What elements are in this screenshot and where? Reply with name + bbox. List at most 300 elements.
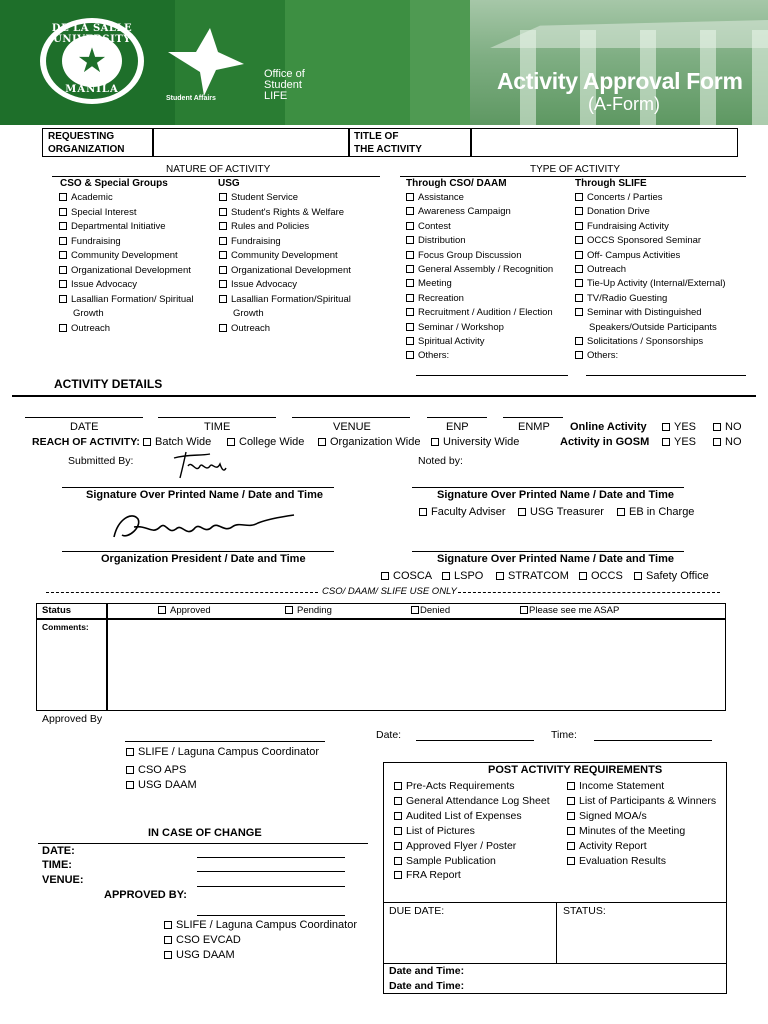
checkbox-option[interactable]	[406, 336, 485, 348]
others-slife-line[interactable]	[586, 375, 746, 376]
option-label: LSPO	[454, 570, 484, 582]
change-approved-line[interactable]	[197, 915, 345, 916]
checkbox-option[interactable]	[406, 307, 553, 319]
post-activity-heading: POST ACTIVITY REQUIREMENTS	[488, 764, 663, 776]
checkbox[interactable]	[617, 508, 625, 516]
option-label: College Wide	[239, 436, 305, 448]
checkbox[interactable]	[575, 351, 583, 359]
office-lspo-option[interactable]	[442, 570, 483, 582]
checkbox[interactable]	[394, 812, 402, 820]
enmp-label: ENMP	[518, 421, 550, 433]
divider	[556, 902, 557, 963]
checkbox[interactable]	[219, 280, 227, 288]
checkbox-option[interactable]	[406, 278, 452, 290]
approved-time-line[interactable]	[594, 740, 712, 741]
checkbox[interactable]	[442, 572, 450, 580]
option-label: Recruitment / Audition / Election	[418, 307, 553, 319]
form-subtitle: (A-Form)	[588, 94, 660, 114]
checkbox[interactable]	[394, 827, 402, 835]
option-label: YES	[674, 436, 697, 448]
checkbox[interactable]	[406, 279, 414, 287]
online-no-option[interactable]	[713, 421, 742, 433]
venue-label: VENUE	[333, 421, 371, 433]
option-label: CSO EVCAD	[176, 934, 241, 946]
checkbox[interactable]	[406, 337, 414, 345]
change-time-line[interactable]	[197, 871, 345, 872]
checkbox[interactable]	[575, 251, 583, 259]
option-label: Signed MOA/s	[579, 809, 647, 822]
noted-treasurer-option[interactable]	[518, 506, 604, 518]
checkbox[interactable]	[126, 748, 134, 756]
time-line[interactable]	[158, 417, 276, 418]
use-only-dashes-left	[46, 592, 318, 593]
through-cso-heading: Through CSO/ DAAM	[406, 178, 507, 189]
checkbox-option[interactable]	[219, 323, 270, 335]
checkbox[interactable]	[406, 207, 414, 215]
option-label: Meeting	[418, 278, 452, 290]
change-usg-daam-option[interactable]	[164, 949, 235, 961]
checkbox-option[interactable]	[575, 206, 650, 218]
use-only-dashes-right	[458, 592, 720, 593]
option-label: STRATCOM	[508, 570, 569, 582]
checkbox-option[interactable]	[406, 192, 464, 204]
option-label: Community Development	[71, 250, 178, 261]
checkbox[interactable]	[158, 606, 166, 614]
office-cosca-option[interactable]	[381, 570, 432, 582]
seal-top-text: DE LA SALLE UNIVERSITY	[51, 23, 133, 45]
seal-bottom-text: MANILA	[65, 84, 119, 95]
divider	[38, 843, 368, 844]
checkbox[interactable]	[219, 266, 227, 274]
option-label: Contest	[418, 220, 451, 232]
option-label: Faculty Adviser	[431, 506, 506, 518]
option-label: Fundraising Activity	[587, 220, 669, 232]
checkbox[interactable]	[318, 438, 326, 446]
checkbox-option[interactable]	[59, 236, 121, 248]
checkbox[interactable]	[164, 936, 172, 944]
approver-usg-daam-option[interactable]	[126, 779, 197, 791]
checkbox-option[interactable]	[575, 336, 703, 348]
checkbox[interactable]	[567, 857, 575, 865]
checkbox-option[interactable]	[567, 855, 666, 867]
checkbox[interactable]	[406, 323, 414, 331]
option-label: Outreach	[587, 264, 627, 275]
option-label: Others:	[418, 350, 450, 362]
form-title: Activity Approval Form	[497, 68, 743, 94]
checkbox-option[interactable]	[394, 780, 515, 792]
office-stratcom-option[interactable]	[496, 570, 569, 582]
option-label: Issue Advocacy	[231, 279, 298, 290]
student-affairs-label: Student Affairs	[166, 95, 216, 102]
sig-printed-label: Signature Over Printed Name / Date and Time	[86, 489, 323, 501]
change-approved-by-label: APPROVED BY:	[104, 889, 187, 901]
checkbox-option[interactable]	[59, 221, 166, 233]
option-label: Pending	[297, 605, 332, 616]
option-label: University Wide	[443, 436, 520, 448]
due-date-label[interactable]: DUE DATE:	[389, 905, 445, 917]
status-field-label[interactable]: STATUS:	[563, 905, 606, 917]
checkbox[interactable]	[713, 423, 721, 431]
checkbox-option[interactable]	[219, 192, 298, 204]
activity-title-field[interactable]	[470, 128, 738, 157]
type-heading: TYPE OF ACTIVITY	[530, 164, 621, 175]
checkbox[interactable]	[575, 308, 583, 316]
option-label: Spiritual Activity	[418, 336, 485, 347]
requesting-org-label-cell	[42, 128, 154, 157]
president-signature-line[interactable]	[62, 551, 334, 552]
checkbox[interactable]	[575, 207, 583, 215]
date-line[interactable]	[25, 417, 143, 418]
checkbox[interactable]	[419, 508, 427, 516]
office-line: LIFE	[264, 90, 288, 102]
approver-cso-aps-option[interactable]	[126, 764, 186, 776]
divider	[52, 176, 380, 177]
enp-label: ENP	[446, 421, 469, 433]
checkbox[interactable]	[496, 572, 504, 580]
checkbox-option[interactable]	[394, 855, 496, 867]
checkbox[interactable]	[219, 251, 227, 259]
status-denied-option[interactable]	[411, 605, 450, 617]
option-label: Concerts / Parties	[587, 192, 663, 203]
checkbox[interactable]	[59, 280, 67, 288]
option-label: Fundraising	[71, 235, 121, 247]
approved-by-line[interactable]	[125, 741, 325, 742]
checkbox[interactable]	[394, 782, 402, 790]
office-signature-line[interactable]	[412, 551, 684, 552]
checkbox-option[interactable]	[406, 350, 449, 362]
venue-line[interactable]	[292, 417, 410, 418]
gosm-no-option[interactable]	[713, 436, 742, 448]
option-label: Community Development	[231, 250, 338, 261]
checkbox[interactable]	[394, 842, 402, 850]
change-time-label: TIME:	[42, 859, 72, 871]
checkbox-option[interactable]	[575, 350, 618, 362]
option-label: Denied	[420, 605, 451, 616]
option-label: OCCS	[591, 570, 623, 582]
checkbox-option[interactable]	[219, 265, 351, 277]
checkbox-option[interactable]	[406, 221, 451, 233]
change-venue-label: VENUE:	[42, 874, 84, 886]
option-label: Rules and Policies	[231, 221, 310, 232]
option-label: CSO APS	[138, 764, 187, 776]
enp-line[interactable]	[427, 417, 487, 418]
checkbox[interactable]	[713, 438, 721, 446]
checkbox[interactable]	[394, 857, 402, 865]
checkbox-option[interactable]	[406, 235, 466, 247]
checkbox[interactable]	[126, 781, 134, 789]
office-occs-option[interactable]	[579, 570, 623, 582]
comments-label: Comments:	[42, 622, 89, 632]
checkbox[interactable]	[406, 222, 414, 230]
checkbox[interactable]	[59, 237, 67, 245]
checkbox-option[interactable]	[575, 221, 669, 233]
option-label-continued: Growth	[73, 308, 104, 319]
checkbox-option[interactable]	[406, 206, 511, 218]
checkbox[interactable]	[575, 265, 583, 273]
checkbox[interactable]	[575, 294, 583, 302]
checkbox-option[interactable]	[406, 250, 521, 262]
checkbox-option[interactable]	[567, 825, 685, 837]
checkbox[interactable]	[219, 295, 227, 303]
checkbox[interactable]	[406, 193, 414, 201]
requesting-org-label: REQUESTING ORGANIZATION	[48, 131, 125, 155]
checkbox-option[interactable]	[567, 795, 716, 807]
checkbox[interactable]	[59, 222, 67, 230]
checkbox-option[interactable]	[219, 207, 344, 219]
checkbox[interactable]	[164, 951, 172, 959]
checkbox[interactable]	[59, 266, 67, 274]
checkbox[interactable]	[126, 766, 134, 774]
checkbox[interactable]	[567, 797, 575, 805]
change-slife-option[interactable]	[164, 919, 357, 931]
checkbox-option[interactable]	[59, 207, 136, 219]
option-label: FRA Report	[406, 869, 461, 882]
checkbox-option[interactable]	[575, 235, 701, 247]
activity-title-label: TITLE OF THE ACTIVITY	[354, 131, 422, 155]
use-only-label: CSO/ DAAM/ SLIFE USE ONLY	[322, 586, 457, 597]
checkbox-option[interactable]	[575, 264, 626, 276]
checkbox-option[interactable]	[567, 840, 647, 852]
checkbox-option[interactable]	[59, 265, 191, 277]
checkbox-option[interactable]	[394, 840, 516, 852]
checkbox[interactable]	[406, 351, 414, 359]
status-approved-option[interactable]	[158, 605, 211, 617]
sig-printed-label: Signature Over Printed Name / Date and Time	[437, 553, 674, 565]
status-asap-option[interactable]	[520, 605, 619, 617]
option-label: Seminar / Workshop	[418, 321, 504, 333]
checkbox-option[interactable]	[219, 221, 309, 233]
option-label: Please see me ASAP	[529, 605, 620, 616]
others-cso-line[interactable]	[416, 375, 568, 376]
option-label: Distribution	[418, 235, 466, 247]
checkbox[interactable]	[575, 337, 583, 345]
approved-date-line[interactable]	[416, 740, 534, 741]
option-label: Tie-Up Activity (Internal/External)	[587, 278, 726, 290]
checkbox-option[interactable]	[219, 279, 297, 291]
approved-by-label: Approved By	[42, 713, 103, 725]
checkbox-option[interactable]	[59, 192, 113, 204]
checkbox[interactable]	[219, 237, 227, 245]
checkbox-option[interactable]	[406, 293, 464, 305]
option-label: Approved Flyer / Poster	[406, 839, 517, 852]
checkbox[interactable]	[579, 572, 587, 580]
checkbox[interactable]	[227, 438, 235, 446]
option-label: Organization Wide	[330, 436, 421, 448]
checkbox-option[interactable]	[59, 294, 194, 306]
form-header	[0, 0, 768, 125]
checkbox-option[interactable]	[219, 236, 281, 248]
checkbox[interactable]	[567, 842, 575, 850]
checkbox-option[interactable]	[394, 795, 550, 807]
enmp-line[interactable]	[503, 417, 563, 418]
header-stripe	[410, 0, 470, 125]
office-of-student-life	[264, 69, 305, 102]
gosm-label: Activity in GOSM	[560, 436, 650, 448]
submitted-signature-line[interactable]	[62, 487, 334, 488]
option-label: Academic	[71, 192, 113, 203]
activity-details-heading: ACTIVITY DETAILS	[54, 377, 163, 391]
checkbox[interactable]	[406, 251, 414, 259]
option-label: Safety Office	[646, 570, 709, 582]
checkbox-option[interactable]	[406, 264, 553, 276]
time-label: TIME	[204, 421, 231, 433]
sig-printed-label: Signature Over Printed Name / Date and Time	[437, 489, 674, 501]
divider	[384, 963, 726, 964]
checkbox-option[interactable]	[567, 780, 664, 792]
gosm-yes-option[interactable]	[662, 436, 696, 448]
change-cso-evcad-option[interactable]	[164, 934, 241, 946]
checkbox[interactable]	[575, 236, 583, 244]
checkbox[interactable]	[59, 208, 67, 216]
checkbox[interactable]	[164, 921, 172, 929]
checkbox[interactable]	[406, 308, 414, 316]
nature-heading: NATURE OF ACTIVITY	[166, 164, 271, 175]
option-label: Minutes of the Meeting	[579, 824, 686, 837]
option-label: Fundraising	[231, 235, 281, 247]
checkbox[interactable]	[394, 797, 402, 805]
option-label: Lasallian Formation/Spiritual	[231, 293, 351, 305]
change-venue-line[interactable]	[197, 886, 345, 887]
checkbox-option[interactable]	[219, 294, 351, 306]
date-time-label[interactable]: Date and Time:	[389, 980, 465, 992]
checkbox[interactable]	[431, 438, 439, 446]
checkbox[interactable]	[567, 812, 575, 820]
checkbox[interactable]	[520, 606, 528, 614]
option-label: Seminar with Distinguished	[587, 307, 702, 319]
checkbox[interactable]	[285, 606, 293, 614]
option-label: NO	[725, 436, 742, 448]
through-slife-heading: Through SLIFE	[575, 178, 647, 189]
change-date-line[interactable]	[197, 857, 345, 858]
checkbox-option[interactable]	[59, 250, 178, 262]
option-label: SLIFE / Laguna Campus Coordinator	[176, 919, 357, 931]
option-label: EB in Charge	[629, 506, 695, 518]
checkbox[interactable]	[567, 782, 575, 790]
option-label: COSCA	[393, 570, 433, 582]
option-label: Organizational Development	[231, 264, 351, 276]
option-label: Focus Group Discussion	[418, 249, 522, 261]
checkbox[interactable]	[518, 508, 526, 516]
reach-batch-option[interactable]	[143, 436, 211, 448]
checkbox-option[interactable]	[394, 810, 522, 822]
checkbox-option[interactable]	[394, 869, 461, 881]
date-time-label[interactable]: Date and Time:	[389, 965, 465, 977]
option-label-continued: Speakers/Outside Participants	[589, 321, 717, 333]
checkbox[interactable]	[394, 871, 402, 879]
noted-faculty-option[interactable]	[419, 506, 506, 518]
usg-heading: USG	[218, 178, 240, 189]
checkbox-option[interactable]	[575, 192, 663, 204]
change-date-label: DATE:	[42, 845, 75, 857]
online-activity-label: Online Activity	[570, 421, 647, 433]
checkbox[interactable]	[634, 572, 642, 580]
checkbox-option[interactable]	[575, 293, 667, 305]
office-line: Office of	[264, 68, 305, 80]
checkbox-option[interactable]	[575, 307, 702, 319]
option-label: Activity Report	[579, 839, 647, 852]
option-label: List of Participants & Winners	[579, 794, 717, 807]
checkbox[interactable]	[219, 222, 227, 230]
checkbox[interactable]	[59, 295, 67, 303]
noted-eb-option[interactable]	[617, 506, 694, 518]
option-label: TV/Radio Guesting	[587, 292, 668, 304]
activity-title-label-cell	[348, 128, 472, 157]
requesting-org-field[interactable]	[152, 128, 350, 157]
checkbox-option[interactable]	[59, 279, 137, 291]
option-label: Off- Campus Activities	[587, 249, 681, 261]
checkbox[interactable]	[406, 236, 414, 244]
checkbox-option[interactable]	[406, 322, 504, 334]
checkbox[interactable]	[662, 438, 670, 446]
reach-label: REACH OF ACTIVITY:	[32, 436, 140, 448]
option-label: Student's Rights & Welfare	[231, 206, 345, 218]
option-label: OCCS Sponsored Seminar	[587, 235, 702, 247]
checkbox-option[interactable]	[219, 250, 338, 262]
option-label: Income Statement	[579, 780, 665, 792]
submitted-by-label: Submitted By:	[68, 455, 134, 467]
checkbox-option[interactable]	[575, 278, 726, 290]
noted-signature-line[interactable]	[412, 487, 684, 488]
option-label: Awareness Campaign	[418, 206, 511, 218]
comments-label-cell	[36, 618, 108, 711]
option-label: Issue Advocacy	[71, 279, 138, 290]
checkbox[interactable]	[662, 423, 670, 431]
checkbox-option[interactable]	[394, 825, 475, 837]
cso-heading: CSO & Special Groups	[60, 178, 168, 189]
checkbox[interactable]	[59, 324, 67, 332]
checkbox-option[interactable]	[567, 810, 647, 822]
option-label: Organizational Development	[71, 264, 191, 276]
checkbox[interactable]	[411, 606, 419, 614]
reach-org-option[interactable]	[318, 436, 421, 448]
option-label: YES	[674, 421, 697, 433]
online-yes-option[interactable]	[662, 421, 696, 433]
checkbox[interactable]	[575, 279, 583, 287]
office-safety-option[interactable]	[634, 570, 709, 582]
reach-college-option[interactable]	[227, 436, 304, 448]
header-stripe	[285, 0, 410, 125]
checkbox[interactable]	[143, 438, 151, 446]
checkbox[interactable]	[575, 222, 583, 230]
checkbox[interactable]	[219, 208, 227, 216]
option-label: Departmental Initiative	[71, 221, 166, 232]
option-label: Others:	[587, 350, 619, 362]
checkbox[interactable]	[219, 193, 227, 201]
checkbox[interactable]	[575, 193, 583, 201]
checkbox[interactable]	[59, 251, 67, 259]
option-label: Special Interest	[71, 206, 137, 218]
checkbox[interactable]	[406, 265, 414, 273]
checkbox[interactable]	[219, 324, 227, 332]
option-label: Pre-Acts Requirements	[406, 780, 515, 792]
checkbox-option[interactable]	[59, 323, 110, 335]
option-label: Student Service	[231, 192, 299, 203]
approver-slife-option[interactable]	[126, 746, 319, 758]
comments-field[interactable]	[106, 618, 726, 711]
checkbox[interactable]	[59, 193, 67, 201]
reach-university-option[interactable]	[431, 436, 519, 448]
option-label: Audited List of Expenses	[406, 809, 522, 822]
checkbox[interactable]	[381, 572, 389, 580]
checkbox[interactable]	[406, 294, 414, 302]
status-label: Status	[42, 605, 72, 616]
checkbox[interactable]	[567, 827, 575, 835]
checkbox-option[interactable]	[575, 250, 680, 262]
status-pending-option[interactable]	[285, 605, 332, 617]
divider	[400, 176, 746, 177]
university-seal-icon: ★ DE LA SALLE UNIVERSITY MANILA	[40, 18, 144, 104]
section-divider	[12, 395, 756, 397]
